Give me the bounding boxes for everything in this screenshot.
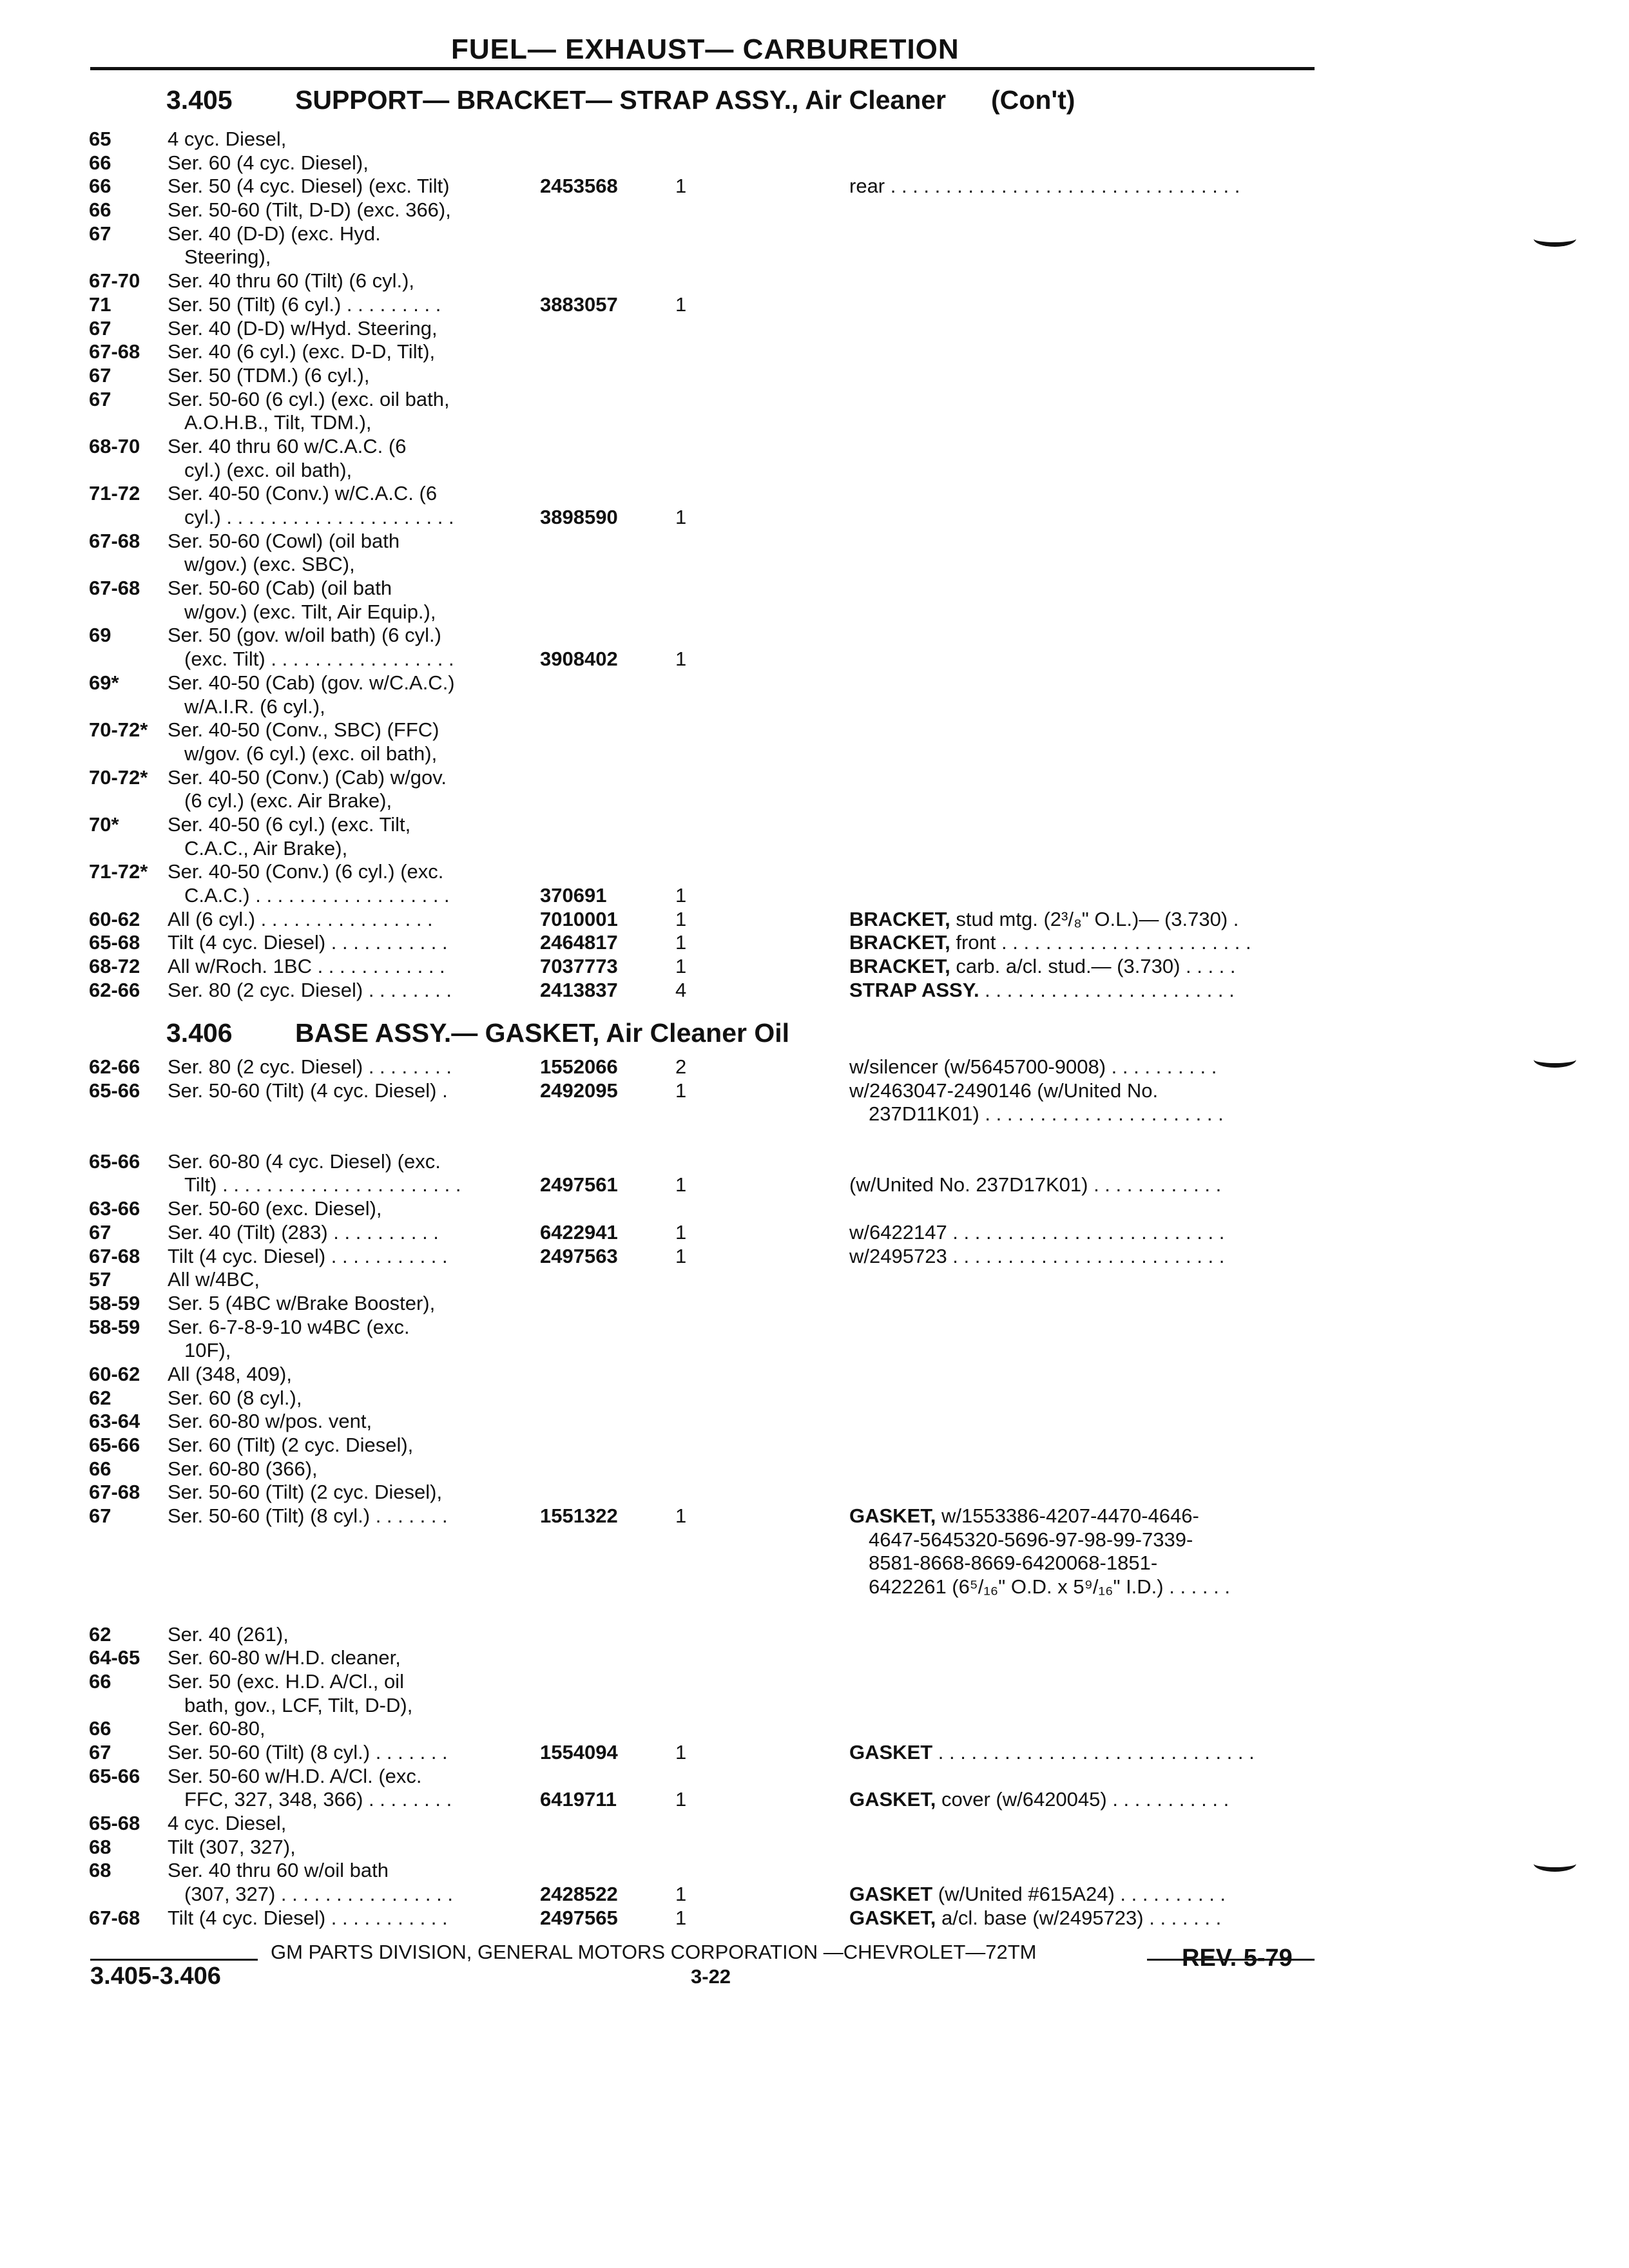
list-item [89,1055,1339,1079]
application: Ser. 50-60 (Tilt) (2 cyc. Diesel), [168,1481,443,1504]
list-item [89,979,1339,1003]
quantity: 1 [675,1079,687,1102]
list-item [89,128,1339,151]
model-year: 65-66 [89,1764,140,1787]
application: Steering), [184,245,271,269]
part-detail: . . . . . . . . . . . . . . . . . . . . . . . . . . . . . [932,1740,1255,1763]
part-number: 7010001 [540,907,618,930]
application: Tilt) . . . . . . . . . . . . . . . . . . . . . . [184,1173,461,1196]
list-item [89,1528,1339,1552]
application: Ser. 60-80 (366), [168,1457,318,1480]
application: Ser. 80 (2 cyc. Diesel) . . . . . . . . [168,1055,452,1078]
model-year: 62-66 [89,1055,140,1078]
application: Tilt (4 cyc. Diesel) . . . . . . . . . . . [168,931,448,954]
model-year: 67 [89,316,111,340]
application: Ser. 50-60 w/H.D. A/Cl. (exc. [168,1764,422,1787]
model-year: 67 [89,1220,111,1244]
application: Ser. 60 (8 cyl.), [168,1386,302,1409]
model-year: 67 [89,387,111,410]
model-year: 70-72* [89,718,148,742]
model-year: 68-70 [89,434,140,457]
model-year: 67 [89,363,111,387]
quantity: 1 [675,1883,687,1906]
binder-mark [1534,1052,1576,1068]
part-detail: 237D11K01) . . . . . . . . . . . . . . . . . . . . . . [869,1102,1224,1126]
list-item [89,506,1339,530]
part-number: 2492095 [540,1079,618,1102]
list-item [89,1434,1339,1457]
list-item [89,1575,1339,1599]
part-name: BRACKET, [849,907,950,930]
part-description [849,1079,1158,1103]
model-year: 66 [89,1457,111,1480]
list-item [89,553,1339,577]
model-year: 67-68 [89,529,140,552]
model-year: 68 [89,1859,111,1882]
list-item [89,1812,1339,1836]
footer-rule-left [90,1959,258,1961]
section-title-3405 [166,85,1075,115]
part-name: BRACKET, [849,931,950,954]
quantity: 1 [675,1220,687,1244]
list-item [89,1765,1339,1789]
part-detail: (w/United No. 237D17K01) . . . . . . . . . . . . [849,1173,1222,1196]
model-year: 66 [89,1717,111,1740]
part-description [849,931,1251,955]
application: Ser. 40 thru 60 w/oil bath [168,1859,389,1882]
model-year: 65-68 [89,931,140,954]
quantity: 1 [675,884,687,907]
part-number: 2497565 [540,1906,618,1929]
list-item [89,198,1339,222]
part-detail: (w/United #615A24) . . . . . . . . . . [932,1883,1226,1906]
model-year: 66 [89,1669,111,1693]
part-description [849,1245,1224,1269]
list-item [89,222,1339,246]
list-item [89,317,1339,341]
part-description [849,1788,1229,1812]
list-item [89,245,1339,269]
application: cyl.) (exc. oil bath), [184,458,352,481]
model-year: 71-72 [89,482,140,505]
quantity: 1 [675,175,687,198]
application: cyl.) . . . . . . . . . . . . . . . . . . . . . [184,506,454,528]
part-number: 370691 [540,884,607,907]
list-item [89,411,1339,435]
part-description [869,1552,1157,1575]
application: Ser. 40 (D-D) w/Hyd. Steering, [168,316,438,340]
list-item [89,695,1339,719]
list-item [89,1741,1339,1765]
model-year: 67 [89,222,111,245]
list-item [89,1339,1339,1363]
part-detail: w/2463047-2490146 (w/United No. [849,1079,1159,1102]
model-year: 67-68 [89,577,140,600]
list-item [89,1883,1339,1907]
application: Ser. 50-60 (Tilt) (4 cyc. Diesel) . [168,1079,448,1102]
part-detail: w/1553386-4207-4470-4646- [936,1504,1199,1528]
list-item [89,1599,1339,1623]
part-number: 2428522 [540,1883,618,1906]
application: w/gov.) (exc. Tilt, Air Equip.), [184,600,436,623]
application: Ser. 50-60 (Tilt) (8 cyl.) . . . . . . . [168,1740,448,1763]
list-item [89,766,1339,790]
list-item [89,1126,1339,1150]
list-item [89,789,1339,813]
part-number: 3898590 [540,506,618,528]
model-year: 57 [89,1268,111,1291]
application: Ser. 50-60 (Cowl) (oil bath [168,529,400,552]
part-detail: rear . . . . . . . . . . . . . . . . . . . . . . . . . . . . . . . . [849,175,1240,198]
part-description [849,955,1236,979]
application: Ser. 80 (2 cyc. Diesel) . . . . . . . . [168,978,452,1001]
list-item [89,1268,1339,1292]
page-title: FUEL— EXHAUST— CARBURETION [451,34,959,65]
part-description [869,1575,1230,1599]
part-detail: w/2495723 . . . . . . . . . . . . . . . . . . . . . . . . . [849,1244,1225,1267]
model-year: 67-68 [89,1244,140,1267]
list-item [89,1670,1339,1694]
part-detail: w/6422147 . . . . . . . . . . . . . . . . . . . . . . . . . [849,1220,1225,1244]
list-item [89,293,1339,317]
application: (307, 327) . . . . . . . . . . . . . . . . [184,1883,453,1906]
list-item [89,1623,1339,1647]
part-detail: 6422261 (6⁵/₁₆" O.D. x 5⁹/₁₆" I.D.) . . . . . . [869,1575,1230,1599]
quantity: 1 [675,1504,687,1528]
list-item [89,577,1339,601]
part-description [849,1741,1255,1765]
quantity: 1 [675,293,687,316]
application: A.O.H.B., Tilt, TDM.), [184,411,372,434]
list-item [89,1292,1339,1316]
part-name: GASKET [849,1883,933,1906]
application: Ser. 50-60 (exc. Diesel), [168,1197,382,1220]
application: Ser. 50-60 (Tilt, D-D) (exc. 366), [168,198,451,222]
part-number: 2413837 [540,978,618,1001]
list-item [89,955,1339,979]
part-number: 1554094 [540,1740,618,1763]
footer-page-number: 3-22 [691,1965,731,1988]
application: Ser. 50-60 (Cab) (oil bath [168,577,392,600]
model-year: 63-64 [89,1410,140,1433]
application: All (348, 409), [168,1362,292,1385]
part-description [849,979,1235,1003]
section-heading: BASE ASSY.— GASKET, Air Cleaner Oil [295,1018,790,1048]
list-item [89,1245,1339,1269]
model-year: 65-68 [89,1812,140,1834]
part-description [869,1102,1224,1126]
list-item [89,860,1339,884]
list-item [89,364,1339,388]
application: C.A.C.) . . . . . . . . . . . . . . . . . . [184,884,450,907]
binder-mark [1534,1856,1576,1872]
header-rule [90,67,1315,70]
part-number: 7037773 [540,955,618,978]
list-item [89,1717,1339,1741]
model-year: 67-70 [89,269,140,293]
list-item [89,1481,1339,1504]
list-item [89,1859,1339,1883]
parts-list-3406 [89,1055,1339,1930]
part-name: STRAP ASSY. [849,978,979,1001]
application: Ser. 60-80 w/H.D. cleaner, [168,1646,401,1669]
application: Ser. 50 (gov. w/oil bath) (6 cyl.) [168,624,441,647]
model-year: 62-66 [89,978,140,1001]
application: Ser. 40-50 (Conv.) (Cab) w/gov. [168,765,447,789]
application: Tilt (307, 327), [168,1835,296,1858]
model-year: 68 [89,1835,111,1858]
list-item [89,908,1339,932]
list-item [89,1552,1339,1575]
model-year: 69 [89,624,111,647]
model-year: 64-65 [89,1646,140,1669]
list-item [89,435,1339,459]
model-year: 68-72 [89,955,140,978]
part-name: GASKET [849,1740,933,1763]
list-item [89,718,1339,742]
model-year: 66 [89,198,111,222]
quantity: 1 [675,1740,687,1763]
application: All w/Roch. 1BC . . . . . . . . . . . . [168,955,445,978]
part-detail: stud mtg. (2³/₈" O.L.)— (3.730) . [950,907,1239,930]
list-item [89,624,1339,648]
application: Tilt (4 cyc. Diesel) . . . . . . . . . . . [168,1244,448,1267]
model-year: 67 [89,1740,111,1763]
part-detail: 4647-5645320-5696-97-98-99-7339- [869,1528,1193,1551]
part-description [849,908,1239,932]
model-year: 67-68 [89,1481,140,1504]
part-name: GASKET, [849,1906,936,1929]
list-item [89,530,1339,553]
list-item [89,1221,1339,1245]
model-year: 66 [89,151,111,174]
list-item [89,601,1339,624]
application: Ser. 60 (Tilt) (2 cyc. Diesel), [168,1434,414,1456]
list-item [89,837,1339,861]
part-description [849,1883,1226,1907]
application: Ser. 50-60 (6 cyl.) (exc. oil bath, [168,387,450,410]
page-header [90,28,1315,67]
model-year: 70* [89,812,119,836]
application: All (6 cyl.) . . . . . . . . . . . . . . . . [168,907,433,930]
list-item [89,175,1339,198]
application: Ser. 6-7-8-9-10 w4BC (exc. [168,1315,410,1338]
list-item [89,1907,1339,1930]
list-item [89,648,1339,671]
model-year: 67 [89,1504,111,1528]
model-year: 71 [89,293,111,316]
part-detail: 8581-8668-8669-6420068-1851- [869,1552,1158,1575]
part-number: 3908402 [540,648,618,671]
list-item [89,1646,1339,1670]
model-year: 58-59 [89,1291,140,1314]
quantity: 2 [675,1055,687,1078]
model-year: 69* [89,671,119,694]
list-item [89,1316,1339,1340]
list-item [89,269,1339,293]
model-year: 63-66 [89,1197,140,1220]
application: Ser. 60-80 w/pos. vent, [168,1410,372,1433]
model-year: 60-62 [89,907,140,930]
list-item [89,671,1339,695]
application: Ser. 40-50 (Conv.) w/C.A.C. (6 [168,482,438,505]
part-detail: w/silencer (w/5645700-9008) . . . . . . . . . . [849,1055,1217,1078]
quantity: 1 [675,1788,687,1811]
application: Ser. 40-50 (Cab) (gov. w/C.A.C.) [168,671,455,694]
part-number: 3883057 [540,293,618,316]
part-number: 2497561 [540,1173,618,1196]
part-name: BRACKET, [849,955,950,978]
application: Ser. 5 (4BC w/Brake Booster), [168,1291,436,1314]
part-description [849,175,1240,198]
section-number: 3.405 [166,85,233,115]
part-description [849,1173,1221,1197]
footer-revision: REV. 5-79 [1182,1945,1293,1972]
list-item [89,1504,1339,1528]
application: FFC, 327, 348, 366) . . . . . . . . [184,1788,452,1811]
application: Ser. 40 thru 60 w/C.A.C. (6 [168,434,407,457]
part-number: 1552066 [540,1055,618,1078]
model-year: 65-66 [89,1149,140,1173]
application: bath, gov., LCF, Tilt, D-D), [184,1693,413,1716]
list-item [89,813,1339,837]
application: Ser. 60 (4 cyc. Diesel), [168,151,369,174]
part-number: 1551322 [540,1504,618,1528]
model-year: 67-68 [89,340,140,363]
application: Ser. 40-50 (6 cyl.) (exc. Tilt, [168,812,411,836]
model-year: 65-66 [89,1079,140,1102]
part-number: 2464817 [540,931,618,954]
list-item [89,388,1339,412]
application: Ser. 50 (exc. H.D. A/Cl., oil [168,1669,404,1693]
part-detail: cover (w/6420045) . . . . . . . . . . . [936,1788,1229,1811]
quantity: 4 [675,978,687,1001]
application: (6 cyl.) (exc. Air Brake), [184,789,392,812]
quantity: 1 [675,955,687,978]
quantity: 1 [675,931,687,954]
list-item [89,1173,1339,1197]
list-item [89,151,1339,175]
application: Ser. 50 (TDM.) (6 cyl.), [168,363,370,387]
list-item [89,1387,1339,1410]
application: Ser. 50-60 (Tilt) (8 cyl.) . . . . . . . [168,1504,448,1528]
part-description [869,1528,1193,1552]
application: Ser. 60-80, [168,1717,265,1740]
application: Ser. 60-80 (4 cyc. Diesel) (exc. [168,1149,441,1173]
part-description [849,1221,1224,1245]
part-description [849,1504,1199,1528]
list-item [89,1694,1339,1718]
parts-list-3405 [89,128,1339,1002]
model-year: 58-59 [89,1315,140,1338]
part-number: 2453568 [540,175,618,198]
model-year: 70-72* [89,765,148,789]
application: 4 cyc. Diesel, [168,128,287,150]
application: Ser. 40 thru 60 (Tilt) (6 cyl.), [168,269,415,293]
list-item [89,1788,1339,1812]
list-item [89,1079,1339,1103]
model-year: 67-68 [89,1906,140,1929]
application: (exc. Tilt) . . . . . . . . . . . . . . . . . [184,648,454,671]
quantity: 1 [675,506,687,528]
application: w/A.I.R. (6 cyl.), [184,695,325,718]
quantity: 1 [675,907,687,930]
quantity: 1 [675,1906,687,1929]
part-detail: a/cl. base (w/2495723) . . . . . . . [936,1906,1222,1929]
binder-mark [1534,231,1576,247]
list-item [89,742,1339,766]
application: Ser. 50 (Tilt) (6 cyl.) . . . . . . . . . [168,293,441,316]
part-detail: carb. a/cl. stud.— (3.730) . . . . . [950,955,1236,978]
application: Ser. 40-50 (Conv.) (6 cyl.) (exc. [168,860,444,883]
application: 4 cyc. Diesel, [168,1812,287,1834]
application: Ser. 40 (261), [168,1622,289,1646]
part-detail: . . . . . . . . . . . . . . . . . . . . . . . [979,978,1235,1001]
model-year: 66 [89,175,111,198]
list-item [89,884,1339,908]
list-item [89,459,1339,483]
application: Tilt (4 cyc. Diesel) . . . . . . . . . . . [168,1906,448,1929]
quantity: 1 [675,1244,687,1267]
model-year: 62 [89,1622,111,1646]
application: Ser. 40 (6 cyl.) (exc. D-D, Tilt), [168,340,436,363]
list-item [89,1197,1339,1221]
model-year: 60-62 [89,1362,140,1385]
part-number: 6422941 [540,1220,618,1244]
section-number: 3.406 [166,1018,233,1048]
list-item [89,1836,1339,1860]
model-year: 62 [89,1386,111,1409]
quantity: 1 [675,1173,687,1196]
section-title-3406 [166,1018,789,1048]
list-item [89,482,1339,506]
application: C.A.C., Air Brake), [184,836,348,860]
part-name: GASKET, [849,1504,936,1528]
application: w/gov.) (exc. SBC), [184,553,355,576]
footer-section-range: 3.405-3.406 [90,1963,221,1990]
application: Ser. 40 (D-D) (exc. Hyd. [168,222,381,245]
part-detail: front . . . . . . . . . . . . . . . . . . . . . . . [950,931,1251,954]
quantity: 1 [675,648,687,671]
model-year: 71-72* [89,860,148,883]
application: w/gov. (6 cyl.) (exc. oil bath), [184,742,438,765]
part-description [849,1907,1221,1930]
application: All w/4BC, [168,1268,260,1291]
list-item [89,1102,1339,1126]
section-heading: SUPPORT— BRACKET— STRAP ASSY., Air Cleaner [295,85,947,115]
footer-publisher: GM PARTS DIVISION, GENERAL MOTORS CORPORATION —CHEVROLET—72TM [271,1941,1037,1963]
application: Ser. 40-50 (Conv., SBC) (FFC) [168,718,439,742]
list-item [89,1363,1339,1387]
part-name: GASKET, [849,1788,936,1811]
part-number: 6419711 [540,1788,617,1811]
application: Ser. 40 (Tilt) (283) . . . . . . . . . . [168,1220,439,1244]
part-description [849,1055,1217,1079]
model-year: 65 [89,128,111,150]
part-number: 2497563 [540,1244,618,1267]
list-item [89,931,1339,955]
application: Ser. 50 (4 cyc. Diesel) (exc. Tilt) [168,175,450,198]
list-item [89,1457,1339,1481]
model-year: 65-66 [89,1434,140,1456]
list-item [89,1150,1339,1174]
application: 10F), [184,1339,231,1362]
list-item [89,1410,1339,1434]
continued-label: (Con't) [991,85,1075,115]
list-item [89,340,1339,364]
